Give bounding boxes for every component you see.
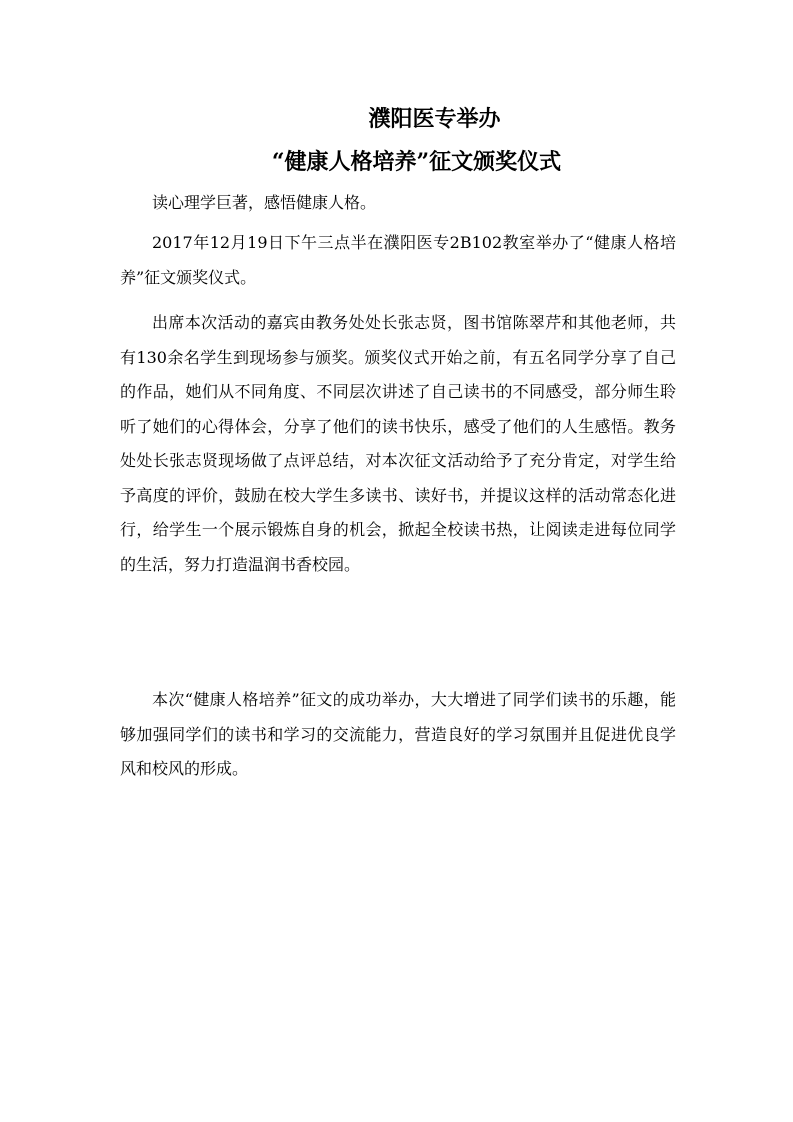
paragraph-conclusion: 本次“健康人格培养”征文的成功举办，大大增进了同学们读书的乐趣，能够加强同学们的读书和学习的交流能力，营造良好的学习氛围并且促进优良学风和校风的形成。	[120, 690, 676, 778]
paragraph-event-details: 出席本次活动的嘉宾由教务处处长张志贤，图书馆陈翠芹和其他老师，共有130余名学生到现场参与颁奖。颁奖仪式开始之前，有五名同学分享了自己的作品，她们从不同角度、不同层次讲述了自己读书的不同感受，部分师生聆听了她们的心得体会，分享了他们的读书快乐，感受了他们的人生感悟。教务处处长张志贤现场做了点评总结，对本次征文活动给予了充分肯定，对学生给予高度的评价，鼓励在校大学生多读书、读好书，并提议这样的活动常态化进行，给学生一个展示锻炼自身的机会，掀起全校读书热，让阅读走进每位同学的生活，努力打造温润书香校园。	[120, 313, 676, 574]
document-title: 濮阳医专举办	[368, 106, 501, 132]
document-subtitle: “健康人格培养”征文颁奖仪式	[271, 149, 562, 175]
paragraph-event-time: 2017年12月19日下午三点半在濮阳医专2B102教室举办了“健康人格培养”征文颁奖仪式。	[120, 233, 676, 287]
paragraph-intro: 读心理学巨著，感悟健康人格。	[152, 193, 377, 212]
